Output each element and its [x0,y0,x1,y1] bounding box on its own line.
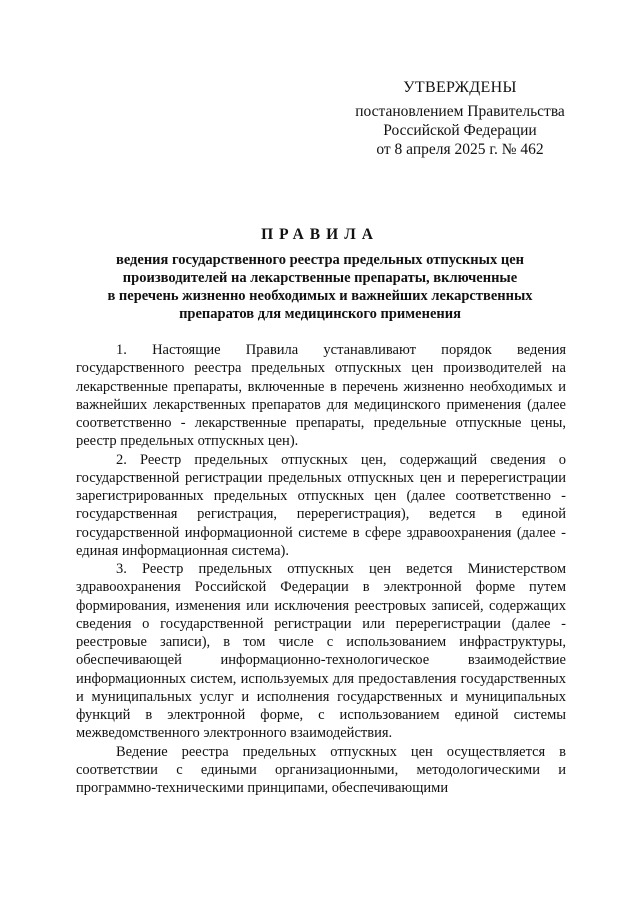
approval-stamp [340,78,580,159]
subtitle-line-4: препаратов для медицинского применения [179,306,461,322]
approval-line-3: от 8 апреля 2025 г. № 462 [376,141,544,158]
subtitle-line-3: в перечень жизненно необходимых и важнейших лекарственных [107,288,533,304]
paragraph-4: Ведение реестра предельных отпускных цен осуществляется в соответствии с едиными организационными, методологическими и программно-техническими принципами, обеспечивающими [76,743,566,796]
document-subtitle [70,251,570,323]
approval-heading: УТВЕРЖДЕНЫ [403,79,517,96]
subtitle-line-2: производителей на лекарственные препараты, включенные [122,270,518,286]
paragraph-2: 2. Реестр предельных отпускных цен, содержащий сведения о государственной регистрации предельных отпускных цен и перерегистрации зарегистрированных предельных отпускных цен (далее соответственно - государственная регистрация, перерегистрация), ведется в единой государственной информационной системе в сфере здравоохранения (далее - единая информационная система). [76,451,566,559]
approval-line-2: Российской Федерации [383,122,537,139]
paragraph-1: 1. Настоящие Правила устанавливают порядок ведения государственного реестра предельных отпускных цен производителей на лекарственные препараты, включенные в перечень жизненно необходимых и важнейших лекарственных препаратов для медицинского применения (далее соответственно - лекарственные препараты, предельные отпускные цены, реестр предельных отпускных цен). [76,342,566,450]
subtitle-line-1: ведения государственного реестра предельных отпускных цен [115,252,524,268]
approval-line-1: постановлением Правительства [355,103,565,120]
document-title: ПРАВИЛА [261,226,379,243]
document-body [76,341,566,797]
paragraph-3: 3. Реестр предельных отпускных цен ведется Министерством здравоохранения Российской Федерации в электронной форме путем формирования, изменения или исключения реестровых записей, содержащих сведения о государственной регистрации или перерегистрации (далее - реестровые записи), в том числе с использованием инфраструктуры, обеспечивающей информационно-технологическое взаимодействие информационных систем, используемых для предоставления государственных и муниципальных услуг и исполнения государственных и муниципальных функций в электронной форме, с использованием единой системы межведомственного электронного взаимодействия. [76,561,566,742]
